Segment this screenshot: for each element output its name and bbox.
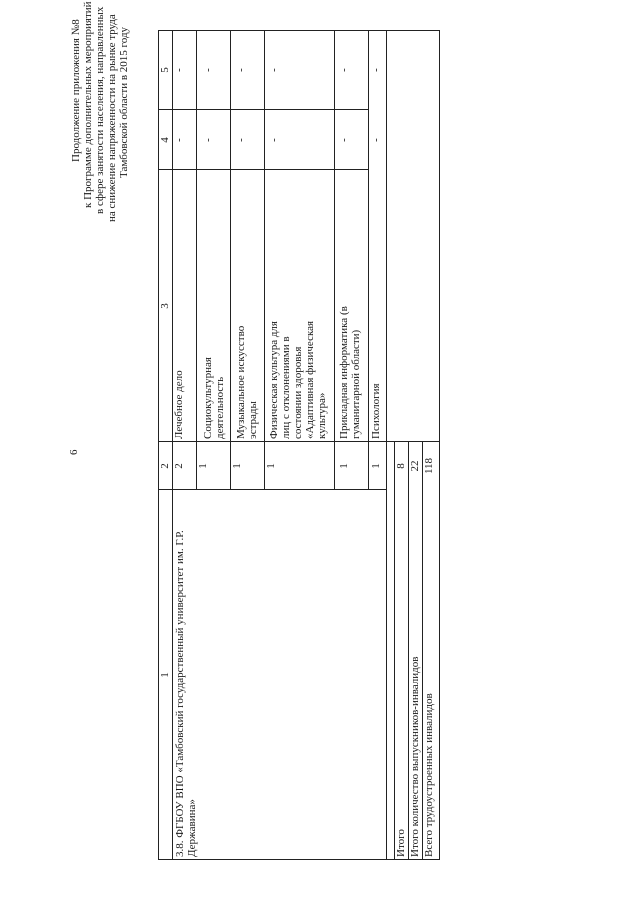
- program-count: 1: [197, 463, 209, 469]
- page-number: 6: [68, 449, 80, 455]
- program-col5: -: [235, 68, 247, 72]
- graduates-label: Итого количество выпускников-инвалидов: [409, 656, 421, 857]
- program-name: Социокультурная деятельность: [202, 357, 226, 439]
- program-col4: -: [338, 138, 350, 142]
- program-name: Прикладная информатика (в гуманитарной области): [338, 306, 362, 439]
- program-col4: -: [370, 138, 382, 142]
- header-line-1: Продолжение приложения №8: [70, 19, 82, 162]
- program-col5: -: [338, 68, 350, 72]
- column-number-3: 3: [159, 303, 171, 309]
- program-count: 1: [338, 463, 350, 469]
- graduates-table: [158, 30, 440, 860]
- employed-value: 118: [423, 457, 435, 475]
- program-col5: -: [268, 68, 280, 72]
- column-number-2: 2: [159, 463, 171, 469]
- column-number-5: 5: [159, 67, 171, 73]
- program-name: Психология: [370, 383, 382, 439]
- column-number-4: 4: [159, 137, 171, 143]
- program-col4: -: [235, 138, 247, 142]
- header-line-3: в сфере занятости населения, направленных: [94, 6, 106, 214]
- program-count: 1: [370, 463, 382, 469]
- program-col4: -: [173, 138, 185, 142]
- institution-name: 3.8. ФГБОУ ВПО «Тамбовский государственный университет им. Г.Р. Державина»: [174, 530, 198, 857]
- header-line-4: на снижение напряженности на рынке труда: [106, 14, 118, 222]
- column-number-1: 1: [159, 672, 171, 678]
- header-line-5: Тамбовской области в 2015 году: [118, 26, 130, 178]
- program-count: 1: [265, 463, 277, 469]
- employed-label: Всего трудоустроенных инвалидов: [423, 693, 435, 857]
- graduates-value: 22: [409, 460, 421, 472]
- program-count: 2: [173, 463, 185, 469]
- program-name: Лечебное дело: [173, 370, 185, 439]
- program-col5: -: [370, 68, 382, 72]
- total-value: 8: [395, 463, 407, 469]
- total-label: Итого: [395, 829, 407, 857]
- program-name: Физическая культура для лиц с отклонениями в состоянии здоровья «Адаптивная физическая культура»: [268, 320, 328, 439]
- header-line-2: к Программе дополнительных мероприятий: [82, 1, 94, 208]
- program-name: Музыкальное искусство эстрады: [235, 325, 259, 439]
- program-col5: -: [202, 68, 214, 72]
- program-count: 1: [231, 463, 243, 469]
- program-col5: -: [173, 68, 185, 72]
- program-col4: -: [268, 138, 280, 142]
- program-col4: -: [202, 138, 214, 142]
